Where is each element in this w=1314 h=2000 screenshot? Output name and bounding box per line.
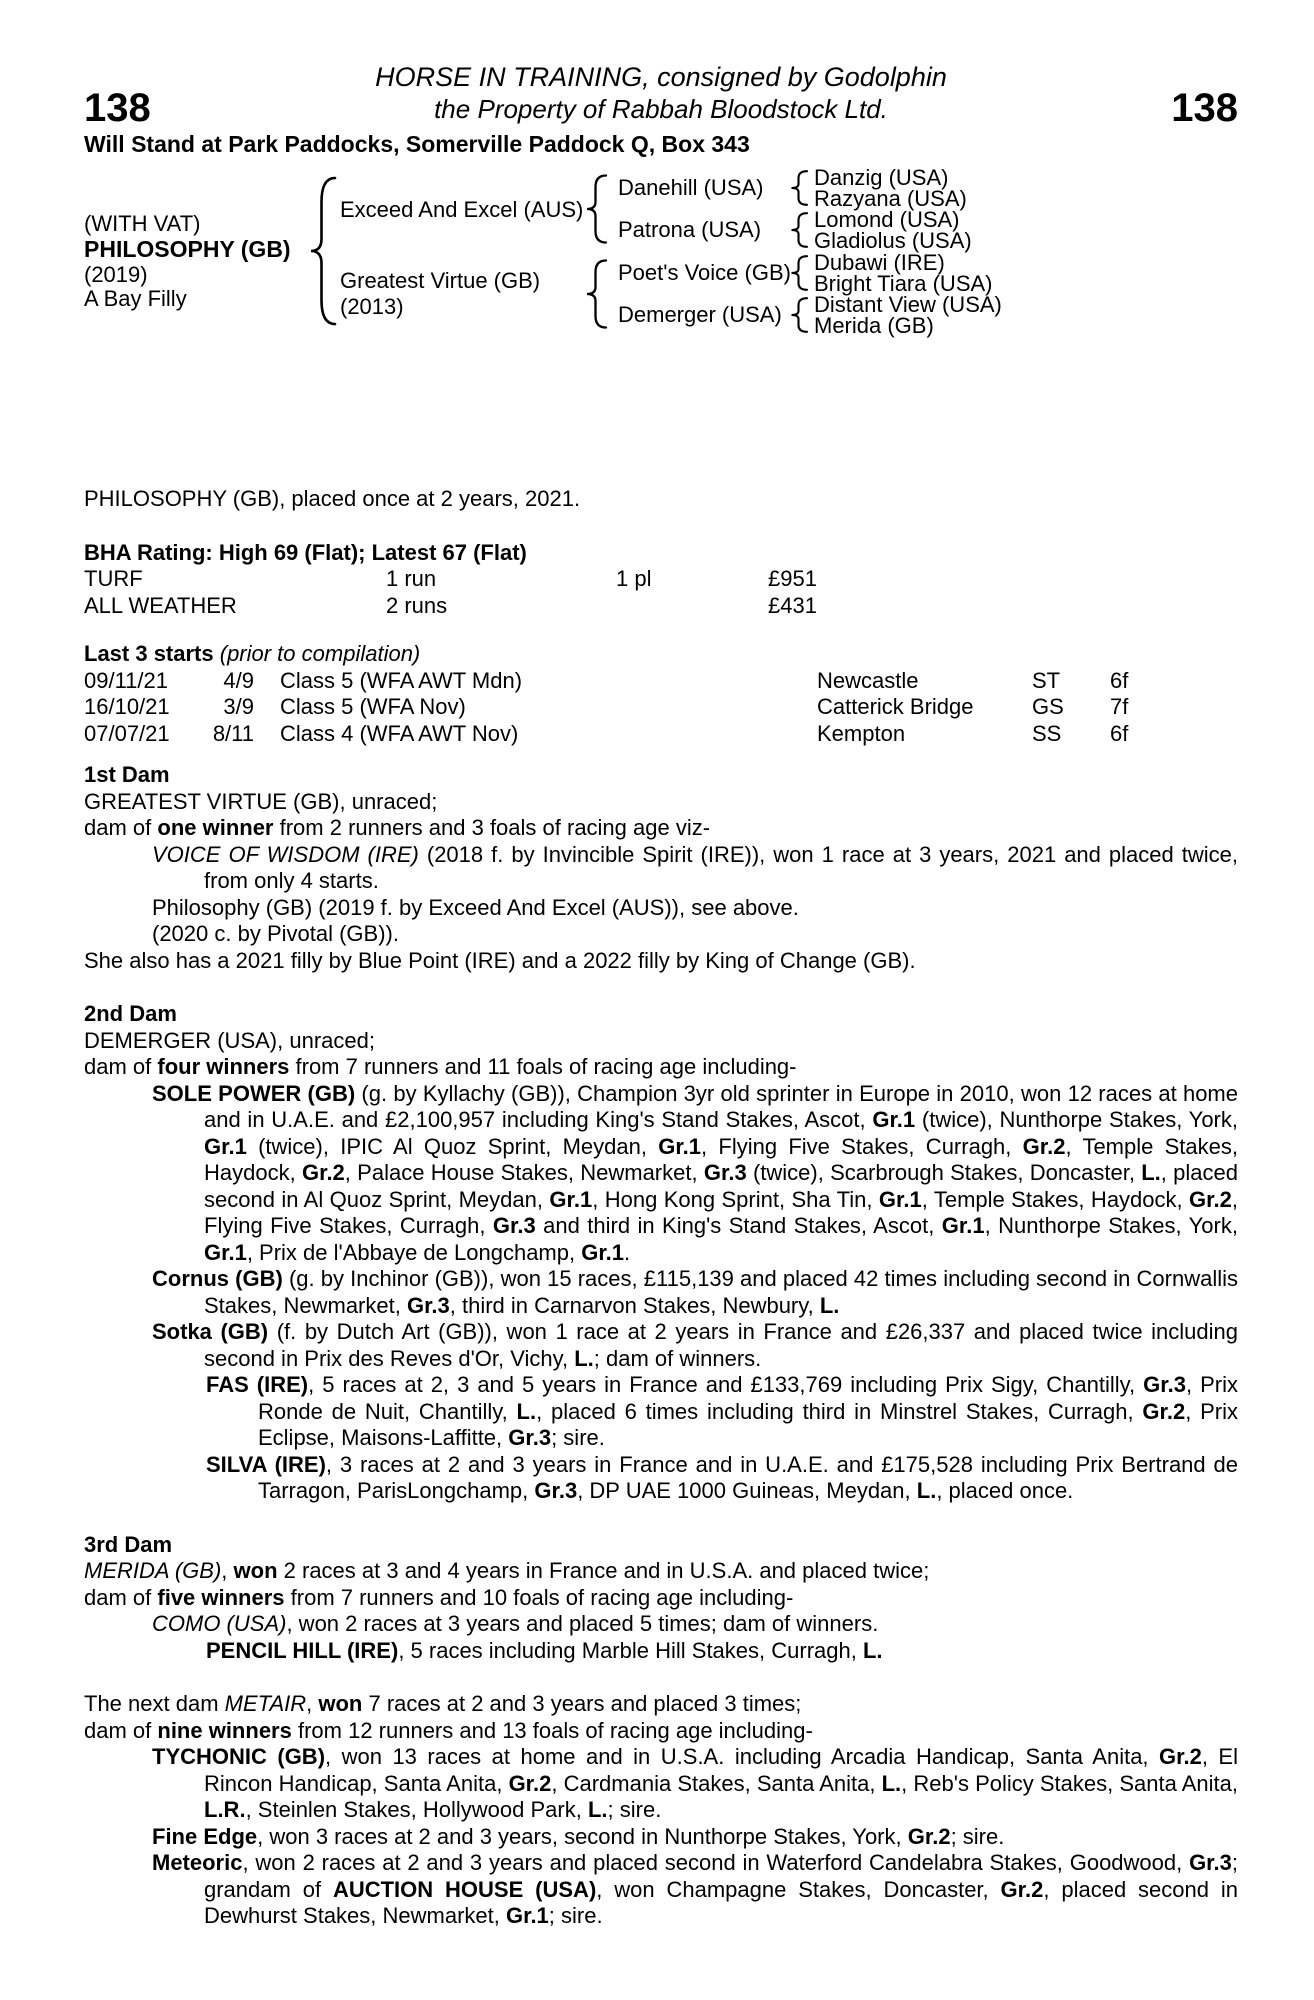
dam-produce-line: dam of five winners from 7 runners and 10 foals of racing age including- xyxy=(84,1584,794,1610)
horse-description: A Bay Filly xyxy=(84,286,187,311)
racecourse: Newcastle xyxy=(817,667,919,693)
progeny-paragraph: Cornus (GB) (g. by Inchinor (GB)), won 15 races, £115,139 and placed 42 times including second in Cornwallis Stakes, Newmarket, Gr.3, third in Carnarvon Stakes, Newbury, L. xyxy=(152,1266,1239,1318)
racecourse: Kempton xyxy=(817,720,906,746)
sire-sire: Danehill (USA) xyxy=(618,175,764,200)
pedigree-brace-sire xyxy=(585,174,609,244)
earnings-value: £431 xyxy=(768,592,817,618)
gg-sire-sire-sire: Danzig (USA) xyxy=(814,165,949,190)
race-class: Class 5 (WFA Nov) xyxy=(280,694,466,719)
progeny-paragraph: COMO (USA), won 2 races at 3 years and placed 5 times; dam of winners. xyxy=(152,1611,879,1636)
race-date: 16/10/21 xyxy=(84,694,170,719)
progeny-paragraph: Meteoric, won 2 races at 2 and 3 years and placed second in Waterford Candelabra Stakes, Goodwood, Gr.3; grandam of AUCTION HOUSE (USA), won Champagne Stakes, Doncaster, Gr.2, placed second in Dewhurst Stakes, Newmarket, Gr.1; sire. xyxy=(152,1850,1239,1928)
pedigree-brace-main xyxy=(308,176,338,326)
horse-name: PHILOSOPHY (GB) xyxy=(84,236,291,262)
gg-sire-sire-dam: Razyana (USA) xyxy=(814,186,967,211)
race-summary: PHILOSOPHY (GB), placed once at 2 years, 2021. xyxy=(84,486,581,511)
rating-row-turf xyxy=(84,566,1238,593)
catalogue-body xyxy=(84,486,1238,1930)
consignment-line: HORSE IN TRAINING, consigned by Godolphin xyxy=(375,62,947,92)
last-starts-heading-italic: (prior to compilation) xyxy=(213,641,421,666)
progeny-paragraph: SOLE POWER (GB) (g. by Kyllachy (GB)), Champion 3yr old sprinter in Europe in 2010, won 12 races at home and in U.A.E. and £2,100,957 including King's Stand Stakes, Ascot, Gr.1 (twice), Nunthorpe Stakes, York, Gr.1 (twice), IPIC Al Quoz Sprint, Meydan, Gr.1, Flying Five Stakes, Curragh, Gr.2, Temple Stakes, Haydock, Gr.2, Palace House Stakes, Newmarket, Gr.3 (twice), Scarbrough Stakes, Doncaster, L., placed second in Al Quoz Sprint, Meydan, Gr.1, Hong Kong Sprint, Sha Tin, Gr.1, Temple Stakes, Haydock, Gr.2, Flying Five Stakes, Curragh, Gr.3 and third in King's Stand Stakes, Ascot, Gr.1, Nunthorpe Stakes, York, Gr.1, Prix de l'Abbaye de Longchamp, Gr.1. xyxy=(152,1080,1238,1265)
dam-line: MERIDA (GB), won 2 races at 3 and 4 years in France and in U.S.A. and placed twice; xyxy=(84,1558,930,1583)
section-heading: 3rd Dam xyxy=(84,1531,173,1557)
section-heading: 1st Dam xyxy=(84,762,170,787)
dam-sire: Poet's Voice (GB) xyxy=(618,260,791,285)
race-date: 09/11/21 xyxy=(84,667,169,693)
dam-produce-line: dam of nine winners from 12 runners and 13 foals of racing age including- xyxy=(84,1717,813,1743)
dam-section-1 xyxy=(84,762,1238,974)
progeny-paragraph: Philosophy (GB) (2019 f. by Exceed And Excel (AUS)), see above. xyxy=(152,894,799,920)
last-starts-heading-bold: Last 3 starts xyxy=(84,641,214,666)
gg-dam-sire-dam: Bright Tiara (USA) xyxy=(814,271,993,296)
lot-number-right: 138 xyxy=(1171,86,1238,130)
lot-number-left: 138 xyxy=(84,86,151,130)
next-dam-section xyxy=(84,1691,1238,1930)
page-content xyxy=(84,0,1238,1930)
race-date: 07/07/21 xyxy=(84,720,170,746)
rating-row-all-weather xyxy=(84,593,1238,620)
bha-rating-heading: BHA Rating: High 69 (Flat); Latest 67 (Flat) xyxy=(84,539,527,565)
gg-dam-sire-sire: Dubawi (IRE) xyxy=(814,250,945,275)
start-row xyxy=(84,694,1238,721)
places-value: 1 pl xyxy=(616,566,652,591)
runs-value: 2 runs xyxy=(386,592,448,618)
dam-produce-line: dam of four winners from 7 runners and 11 foals of racing age including- xyxy=(84,1054,797,1079)
pedigree-brace-dam-sire xyxy=(790,255,810,291)
pedigree-brace-sire-dam xyxy=(790,212,810,248)
finish-position: 3/9 xyxy=(223,694,254,719)
dam-produce-line: dam of one winner from 2 runners and 3 foals of racing age viz- xyxy=(84,815,711,840)
progeny-paragraph: Fine Edge, won 3 races at 2 and 3 years, second in Nunthorpe Stakes, York, Gr.2; sire. xyxy=(152,1823,1005,1849)
racecourse: Catterick Bridge xyxy=(817,694,974,719)
pedigree-brace-sire-sire xyxy=(790,170,810,206)
progeny-paragraph: SILVA (IRE), 3 races at 2 and 3 years in France and in U.A.E. and £175,528 including Prix Bertrand de Tarragon, ParisLongchamp, Gr.3, DP UAE 1000 Guineas, Meydan, L., placed once. xyxy=(206,1451,1238,1503)
start-row xyxy=(84,721,1238,748)
race-distance: 7f xyxy=(1110,694,1129,719)
sire-dam: Patrona (USA) xyxy=(618,217,762,242)
progeny-paragraph: (2020 c. by Pivotal (GB)). xyxy=(152,921,399,946)
gg-dam-dam-sire: Distant View (USA) xyxy=(814,292,1002,317)
finish-position: 8/11 xyxy=(212,720,254,746)
going-code: ST xyxy=(1032,667,1061,693)
runs-value: 1 run xyxy=(386,566,437,591)
page-header xyxy=(84,0,1238,158)
finish-position: 4/9 xyxy=(223,667,254,693)
dam-dam: Demerger (USA) xyxy=(618,302,782,327)
race-distance: 6f xyxy=(1110,720,1129,746)
progeny-paragraph: PENCIL HILL (IRE), 5 races including Marble Hill Stakes, Curragh, L. xyxy=(206,1637,883,1663)
race-class: Class 5 (WFA AWT Mdn) xyxy=(280,667,523,693)
dam-section-3 xyxy=(84,1532,1238,1665)
vat-note: (WITH VAT) xyxy=(84,211,201,236)
sire-name: Exceed And Excel (AUS) xyxy=(340,197,584,222)
last-starts-block xyxy=(84,641,1238,747)
dam-line: GREATEST VIRTUE (GB), unraced; xyxy=(84,788,438,814)
owner-line: the Property of Rabbah Bloodstock Ltd. xyxy=(434,94,888,124)
dam-line: The next dam METAIR, won 7 races at 2 and 3 years and placed 3 times; xyxy=(84,1691,802,1716)
dam-name-block xyxy=(340,268,540,320)
progeny-paragraph: Sotka (GB) (f. by Dutch Art (GB)), won 1 race at 2 years in France and £26,337 and placed twice including second in Prix des Reves d'Or, Vichy, L.; dam of winners. xyxy=(152,1319,1238,1371)
pedigree-subject xyxy=(84,212,291,311)
dam-line: DEMERGER (USA), unraced; xyxy=(84,1027,375,1053)
gg-dam-dam-dam: Merida (GB) xyxy=(814,313,934,338)
note-paragraph: She also has a 2021 filly by Blue Point (IRE) and a 2022 filly by King of Change (GB). xyxy=(84,947,916,973)
dam-name: Greatest Virtue (GB) xyxy=(340,268,541,293)
race-distance: 6f xyxy=(1110,667,1129,693)
going-code: GS xyxy=(1032,694,1064,719)
going-code: SS xyxy=(1032,720,1062,746)
dam-year: (2013) xyxy=(340,294,404,319)
foal-year: (2019) xyxy=(84,262,148,287)
gg-sire-dam-dam: Gladiolus (USA) xyxy=(814,228,972,253)
dam-section-2 xyxy=(84,1001,1238,1505)
pedigree-tree xyxy=(84,165,1238,346)
race-class: Class 4 (WFA AWT Nov) xyxy=(280,720,519,746)
progeny-paragraph: FAS (IRE), 5 races at 2, 3 and 5 years in France and £133,769 including Prix Sigy, Chantilly, Gr.3, Prix Ronde de Nuit, Chantilly, L., placed 6 times including third in Minstrel Stakes, Curragh, Gr.2, Prix Eclipse, Maisons-Laffitte, Gr.3; sire. xyxy=(206,1372,1238,1450)
rating-block xyxy=(84,540,1238,620)
section-heading: 2nd Dam xyxy=(84,1001,177,1026)
earnings-value: £951 xyxy=(768,566,817,591)
start-row xyxy=(84,668,1238,695)
surface-label: ALL WEATHER xyxy=(84,592,237,618)
pedigree-brace-dam-dam xyxy=(790,297,810,333)
last-starts-heading xyxy=(84,641,1238,668)
gg-sire-dam-sire: Lomond (USA) xyxy=(814,207,960,232)
pedigree-brace-dam xyxy=(585,259,609,329)
surface-label: TURF xyxy=(84,566,143,591)
progeny-paragraph: VOICE OF WISDOM (IRE) (2018 f. by Invincible Spirit (IRE)), won 1 race at 3 years, 2021 and placed twice, from only 4 starts. xyxy=(152,841,1238,893)
progeny-paragraph: TYCHONIC (GB), won 13 races at home and in U.S.A. including Arcadia Handicap, Santa Anita, Gr.2, El Rincon Handicap, Santa Anita, Gr.2, Cardmania Stakes, Santa Anita, L., Reb's Policy Stakes, Santa Anita, L.R., Steinlen Stakes, Hollywood Park, L.; sire. xyxy=(152,1744,1239,1822)
stand-location-line: Will Stand at Park Paddocks, Somerville Paddock Q, Box 343 xyxy=(84,131,750,157)
